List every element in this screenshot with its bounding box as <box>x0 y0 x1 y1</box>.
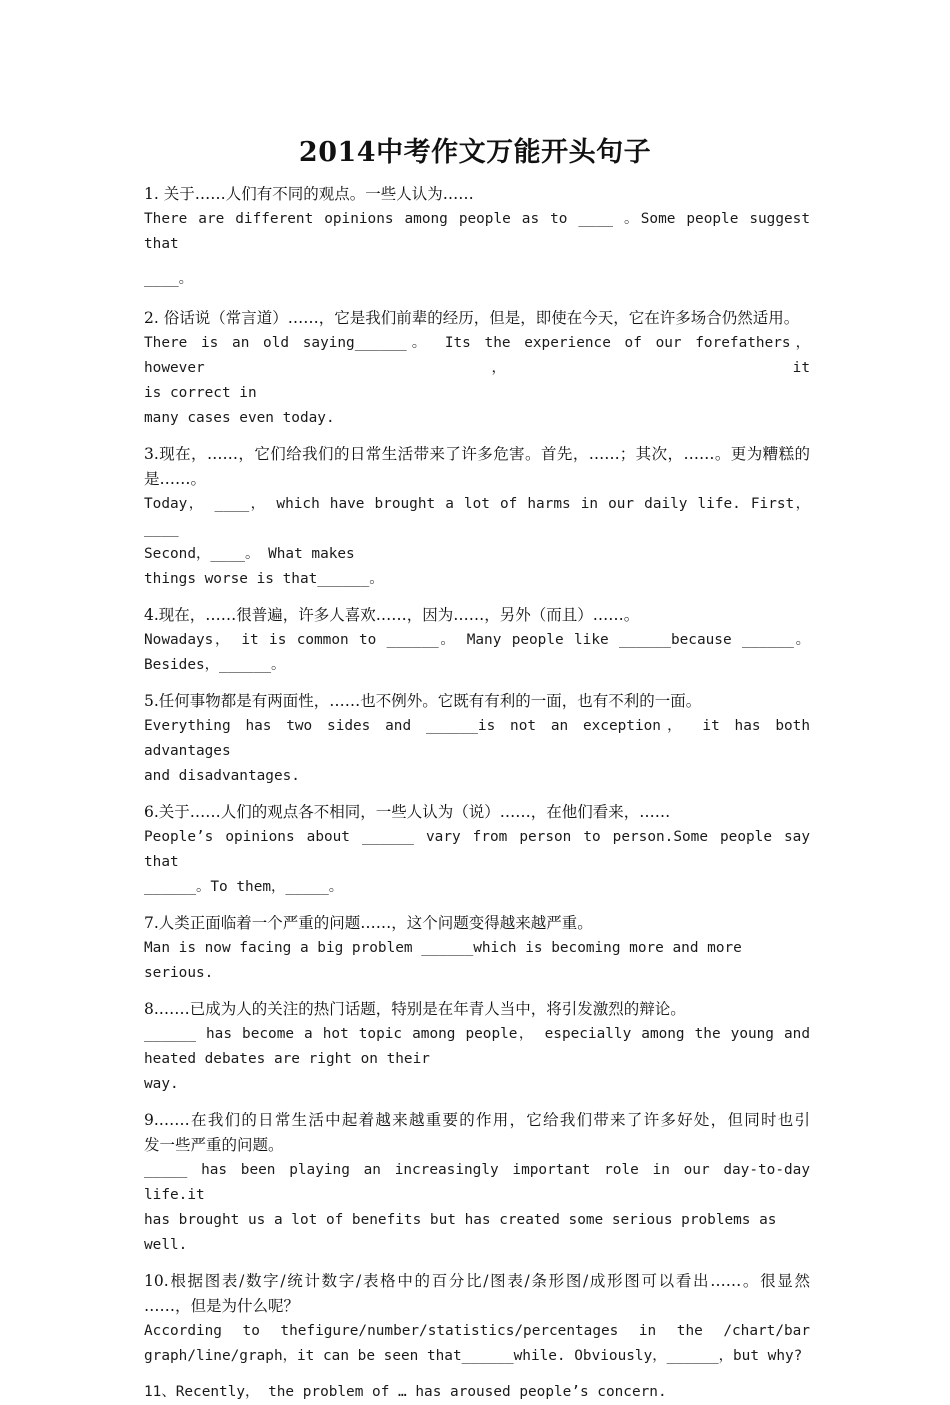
chinese-line: 8.……已成为人的关注的热门话题，特别是在年青人当中，将引发激烈的辩论。 <box>144 1000 686 1018</box>
english-line: ______ has become a hot topic among people， especially among the young and <box>144 1026 810 1042</box>
list-item <box>144 911 810 986</box>
english-line: People’s opinions about ______ vary from person to person.Some people say that <box>144 829 819 870</box>
chinese-line: 1. 关于……人们有不同的观点。一些人认为…… <box>144 185 474 203</box>
list-item <box>144 800 819 900</box>
list-item <box>144 442 819 592</box>
english-line: graph/line/graph，it can be seen that______while. Obviously，______，but why? <box>144 1348 803 1364</box>
chinese-line: ……，但是为什么呢？ <box>144 1297 300 1315</box>
english-line: There is an old saying______。 Its the experience of our forefathers，however，it <box>144 335 810 376</box>
english-line: Besides，______。 <box>144 657 286 673</box>
chinese-line: 2. 俗话说（常言道）……，它是我们前辈的经历，但是，即使在今天，它在许多场合仍然适用。 <box>144 309 800 327</box>
english-line: is correct in <box>144 385 257 401</box>
chinese-line: 4.现在，……很普遍，许多人喜欢……，因为……，另外（而且）……。 <box>144 606 640 624</box>
english-line: Nowadays， it is common to ______。 Many people like ______because ______。 <box>144 632 810 648</box>
list-item <box>144 997 810 1097</box>
list-item <box>144 182 819 292</box>
english-line: many cases even today. <box>144 410 335 426</box>
english-line: way. <box>144 1076 179 1092</box>
english-line: ____。 <box>144 271 194 287</box>
chinese-line: 5.任何事物都是有两面性，……也不例外。它既有有利的一面，也有不利的一面。 <box>144 692 702 710</box>
chinese-line: 7.人类正面临着一个严重的问题……，这个问题变得越来越严重。 <box>144 914 593 932</box>
english-line: and disadvantages. <box>144 768 300 784</box>
sentence-list <box>144 182 819 1405</box>
english-line: ______。To them，_____。 <box>144 879 344 895</box>
list-item <box>144 1380 810 1405</box>
list-item <box>144 1269 810 1369</box>
english-line: There are different opinions among people as to ____ 。Some people suggest that <box>144 211 819 252</box>
english-line: heated debates are right on their <box>144 1051 430 1067</box>
english-line: things worse is that______。 <box>144 571 384 587</box>
list-item <box>144 689 819 789</box>
chinese-line: 6.关于……人们的观点各不相同，一些人认为（说）……，在他们看来，…… <box>144 803 671 821</box>
english-line: Today， ____， which have brought a lot of harms in our daily life. First， ____ <box>144 496 819 537</box>
english-line: Everything has two sides and ______is not an exception， it has both advantages <box>144 718 819 759</box>
chinese-line: 10.根据图表/数字/统计数字/表格中的百分比/图表/条形图/成形图可以看出……。很显然 <box>144 1272 810 1290</box>
list-item <box>144 306 810 431</box>
chinese-line: 9.……在我们的日常生活中起着越来越重要的作用，它给我们带来了许多好处，但同时也引 <box>144 1111 810 1129</box>
english-line: According to thefigure/number/statistics/percentages in the /chart/bar <box>144 1323 810 1339</box>
english-line: _____ has been playing an increasingly important role in our day-to-day life.it <box>144 1162 819 1203</box>
english-line: Man is now facing a big problem ______which is becoming more and more serious. <box>144 940 751 981</box>
chinese-line: 发一些严重的问题。 <box>144 1136 284 1154</box>
english-line: has brought us a lot of benefits but has created some serious problems as well. <box>144 1212 786 1253</box>
english-line: 11、Recently， the problem of … has aroused people’s concern. <box>144 1384 667 1400</box>
chinese-line: 3.现在，……，它们给我们的日常生活带来了许多危害。首先，……；其次，……。更为糟糕的 <box>144 445 810 463</box>
list-item <box>144 1108 819 1258</box>
english-line: Second，____。 What makes <box>144 546 355 562</box>
list-item <box>144 603 810 678</box>
document-title: 2014中考作文万能开头句子 <box>298 137 652 168</box>
chinese-line: 是……。 <box>144 470 207 488</box>
